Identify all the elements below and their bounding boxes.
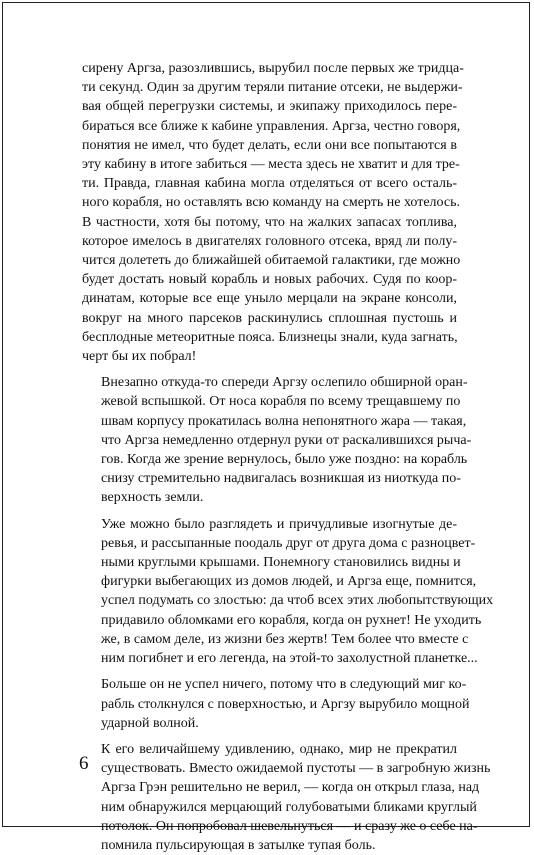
text-line: Аргза Грэн решительно не верил, — когда он открыл глаза, над	[101, 780, 480, 796]
text-line: вокруг на много парсеков раскинулись сплошная пустошь и	[82, 310, 457, 326]
page-number: 6	[79, 753, 89, 774]
text-line: ним обнаружился мерцающий голубоватыми бликами круглый	[101, 799, 477, 815]
text-line: бираться все ближе к кабине управления. Аргза, честно говоря,	[82, 118, 461, 134]
text-line: что Аргза немедленно отдернул руки от раскалившихся рыча-	[101, 432, 472, 448]
text-line: сирену Аргза, разозлившись, вырубил после первых же тридца-	[82, 61, 464, 76]
text-line: рабль столкнулся с поверхностью, и Аргзу вырубило мощной	[101, 696, 470, 712]
text-line: ти. Правда, главная кабина могла отделяться от всего осталь-	[82, 176, 457, 192]
text-line: жевой вспышкой. От носа корабля по всему трещавшему по	[101, 394, 461, 410]
paragraph	[82, 373, 472, 507]
text-line: черт бы их побрал!	[82, 349, 197, 365]
text-line: понятия не имел, что будет делать, если они все попытаются в	[82, 137, 457, 153]
body-text	[82, 59, 494, 855]
paragraph	[82, 740, 491, 855]
text-line: Внезапно откуда-то спереди Аргзу ослепило обширной оран-	[101, 375, 468, 391]
text-line: ного корабля, но оставлять всю команду на смерть не хотелось.	[82, 195, 460, 211]
text-line: вая общей перегрузки системы, и экипажу приходилось пере-	[82, 99, 457, 115]
text-line: чится долететь до ближайшей обитаемой галактики, где можно	[82, 253, 461, 269]
text-line: фигурки выбегающих из домов людей, и Аргза еще, помнится,	[101, 574, 477, 590]
text-line: снизу стремительно надвигалась возникшая из ниоткуда по-	[101, 471, 461, 487]
text-line: верхность земли.	[101, 490, 204, 506]
text-line: успел подумать со злостью: да чтоб всех этих любопытствующих	[101, 593, 494, 609]
paragraph	[82, 59, 464, 366]
text-line: Уже можно было разглядеть и причудливые изогнутые де-	[101, 516, 457, 532]
text-line: существовать. Вместо ожидаемой пустоты — в загробную жизнь	[101, 761, 491, 777]
text-line: ударной волной.	[101, 715, 199, 731]
text-line: будет достать новый корабль и новых рабочих. Судя по коор-	[82, 272, 457, 288]
text-line: ним погибнет и его легенда, на этой-то захолустной планетке...	[101, 651, 478, 667]
text-line: которое имелось в двигателях головного отсека, вряд ли полу-	[82, 233, 457, 249]
text-line: ными круглыми крышами. Понемногу становились видны и	[101, 555, 461, 571]
text-line: эту кабину в итоге забиться — места здесь не хватит и для тре-	[82, 157, 460, 173]
text-line: ревья, и рассыпанные поодаль друг от друга дома с разноцвет-	[101, 535, 476, 551]
text-line: бесплодные метеоритные пояса. Близнецы знали, куда загнать,	[82, 329, 458, 345]
text-line: же, в самом деле, из жизни без жертв! Тем более что вместе с	[101, 631, 469, 647]
text-line: В частности, хотя бы потому, что на жалких запасах топлива,	[82, 214, 457, 230]
text-line: динатам, которые все еще уныло мерцали на экране консоли,	[82, 291, 457, 307]
text-line: Больше он не успел ничего, потому что в следующий миг ко-	[101, 677, 467, 693]
text-line: помнила пульсирующая в затылке тупая боль.	[101, 837, 376, 853]
text-line: ти секунд. Один за другим теряли питание отсеки, не выдержи-	[82, 80, 463, 96]
text-line: К его величайшему удивлению, однако, мир не прекратил	[101, 741, 457, 757]
paragraph	[82, 675, 470, 733]
text-line: гов. Когда же зрение вернулось, было уже поздно: на корабль	[101, 452, 468, 468]
text-line: потолок. Он попробовал шевельнуться — и сразу же о себе на-	[101, 818, 478, 834]
text-line: швам корпусу прокатилась волна непонятного жара — такая,	[101, 413, 467, 429]
text-line: придавило обломками его корабля, когда он рухнет! Не уходить	[101, 612, 482, 628]
paragraph	[82, 515, 494, 669]
